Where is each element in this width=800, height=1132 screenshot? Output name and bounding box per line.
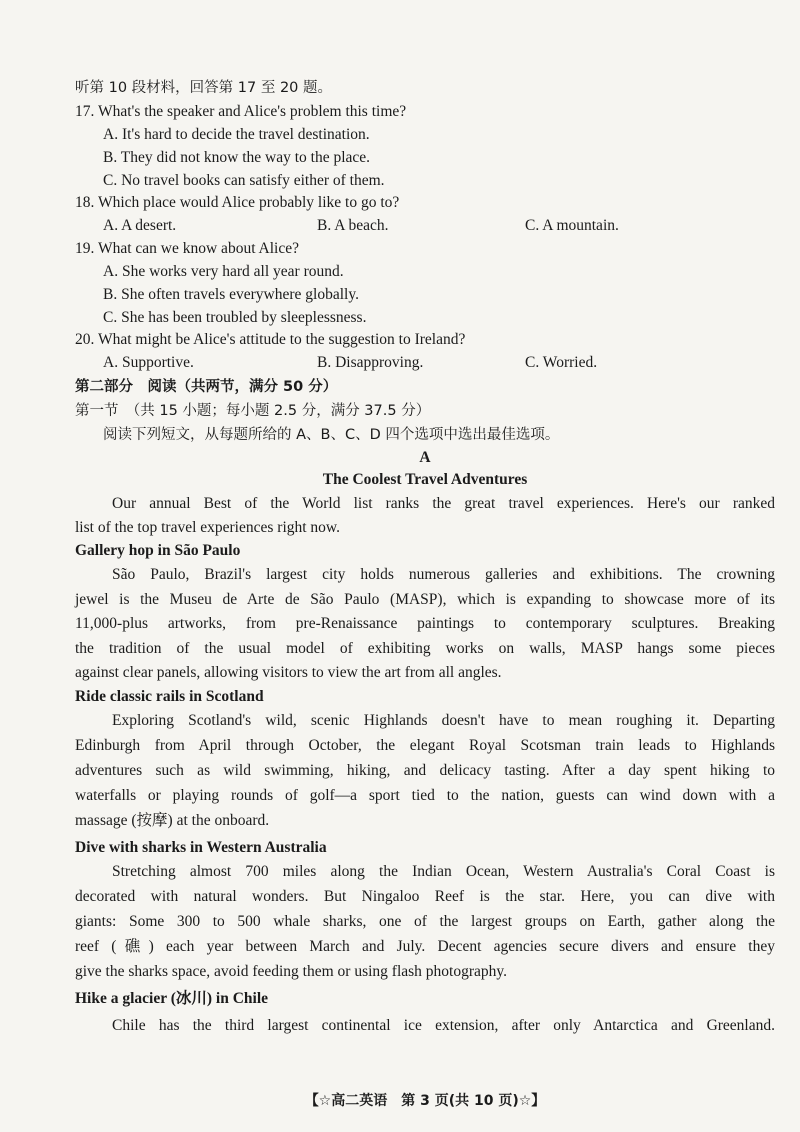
sao-paulo-line-5: against clear panels, allowing visitors to view the art from all angles. <box>75 664 502 681</box>
question-19-stem: 19. What can we know about Alice? <box>75 240 299 257</box>
question-17-option-a: A. It's hard to decide the travel destination. <box>103 126 370 143</box>
scotland-line-4: waterfalls or playing rounds of golf—a sport tied to the nation, guests can wind down with a <box>75 787 775 804</box>
scotland-line-1: Exploring Scotland's wild, scenic Highlands doesn't have to mean roughing it. Departing <box>112 712 775 729</box>
australia-line-3: giants: Some 300 to 500 whale sharks, one of the largest groups on Earth, gather along the <box>75 913 775 930</box>
question-18-option-a: A. A desert. <box>103 217 177 234</box>
part-two-heading: 第二部分 阅读（共两节，满分 50 分） <box>75 379 338 395</box>
question-19-option-a: A. She works very hard all year round. <box>103 263 344 280</box>
section-heading-western-australia: Dive with sharks in Western Australia <box>75 839 327 856</box>
reading-instruction: 阅读下列短文，从每题所给的 A、B、C、D 四个选项中选出最佳选项。 <box>103 427 560 443</box>
chile-line-1: Chile has the third largest continental ice extension, after only Antarctica and Greenland. <box>112 1017 775 1034</box>
question-20-option-c: C. Worried. <box>525 354 598 371</box>
exam-page <box>75 0 775 1132</box>
australia-line-2: decorated with natural wonders. But Ningaloo Reef is the star. Here, you can dive with <box>75 888 775 905</box>
question-18-option-b: B. A beach. <box>317 217 389 234</box>
sao-paulo-line-4: the tradition of the usual model of exhibiting works on walls, MASP hangs some pieces <box>75 640 775 657</box>
australia-line-5: give the sharks space, avoid feeding them or using flash photography. <box>75 963 508 980</box>
intro-line-1: Our annual Best of the World list ranks the great travel experiences. Here's our ranked <box>112 495 775 512</box>
question-17-stem: 17. What's the speaker and Alice's problem this time? <box>75 103 407 120</box>
scotland-line-5: massage (按摩) at the onboard. <box>75 812 270 829</box>
sao-paulo-line-1: São Paulo, Brazil's largest city holds numerous galleries and exhibitions. The crowning <box>112 566 775 583</box>
question-20-option-a: A. Supportive. <box>103 354 194 371</box>
sao-paulo-line-3: 11,000-plus artworks, from pre-Renaissance paintings to contemporary sculptures. Breaking <box>75 615 775 632</box>
section-heading-sao-paulo: Gallery hop in São Paulo <box>75 542 241 559</box>
australia-line-1: Stretching almost 700 miles along the Indian Ocean, Western Australia's Coral Coast is <box>112 863 775 880</box>
question-19-option-b: B. She often travels everywhere globally. <box>103 286 359 303</box>
scotland-line-2: Edinburgh from April through October, the elegant Royal Scotsman train leads to Highlands <box>75 737 775 754</box>
page-footer: 【☆高二英语 第 3 页(共 10 页)☆】 <box>304 1093 546 1109</box>
australia-line-4: reef (礁) each year between March and July. Decent agencies secure divers and ensure they <box>75 938 775 955</box>
question-19-option-c: C. She has been troubled by sleeplessness. <box>103 309 367 326</box>
question-20-stem: 20. What might be Alice's attitude to the suggestion to Ireland? <box>75 331 466 348</box>
question-17-option-b: B. They did not know the way to the place. <box>103 149 371 166</box>
intro-line-2: list of the top travel experiences right now. <box>75 519 340 536</box>
question-17-option-c: C. No travel books can satisfy either of them. <box>103 172 385 189</box>
passage-label: A <box>419 449 431 466</box>
section-heading-chile: Hike a glacier (冰川) in Chile <box>75 990 269 1007</box>
section-heading-scotland: Ride classic rails in Scotland <box>75 688 264 705</box>
scotland-line-3: adventures such as wild swimming, hiking, and delicacy tasting. After a day spent hiking to <box>75 762 775 779</box>
sao-paulo-line-2: jewel is the Museu de Arte de São Paulo (MASP), which is expanding to showcase more of its <box>75 591 775 608</box>
question-18-stem: 18. Which place would Alice probably like to go to? <box>75 194 400 211</box>
passage-title: The Coolest Travel Adventures <box>322 471 528 488</box>
section-one-heading: 第一节 （共 15 小题；每小题 2.5 分，满分 37.5 分） <box>75 403 431 419</box>
listening-section-intro: 听第 10 段材料，回答第 17 至 20 题。 <box>75 80 333 96</box>
question-20-option-b: B. Disapproving. <box>317 354 424 371</box>
question-18-option-c: C. A mountain. <box>525 217 619 234</box>
